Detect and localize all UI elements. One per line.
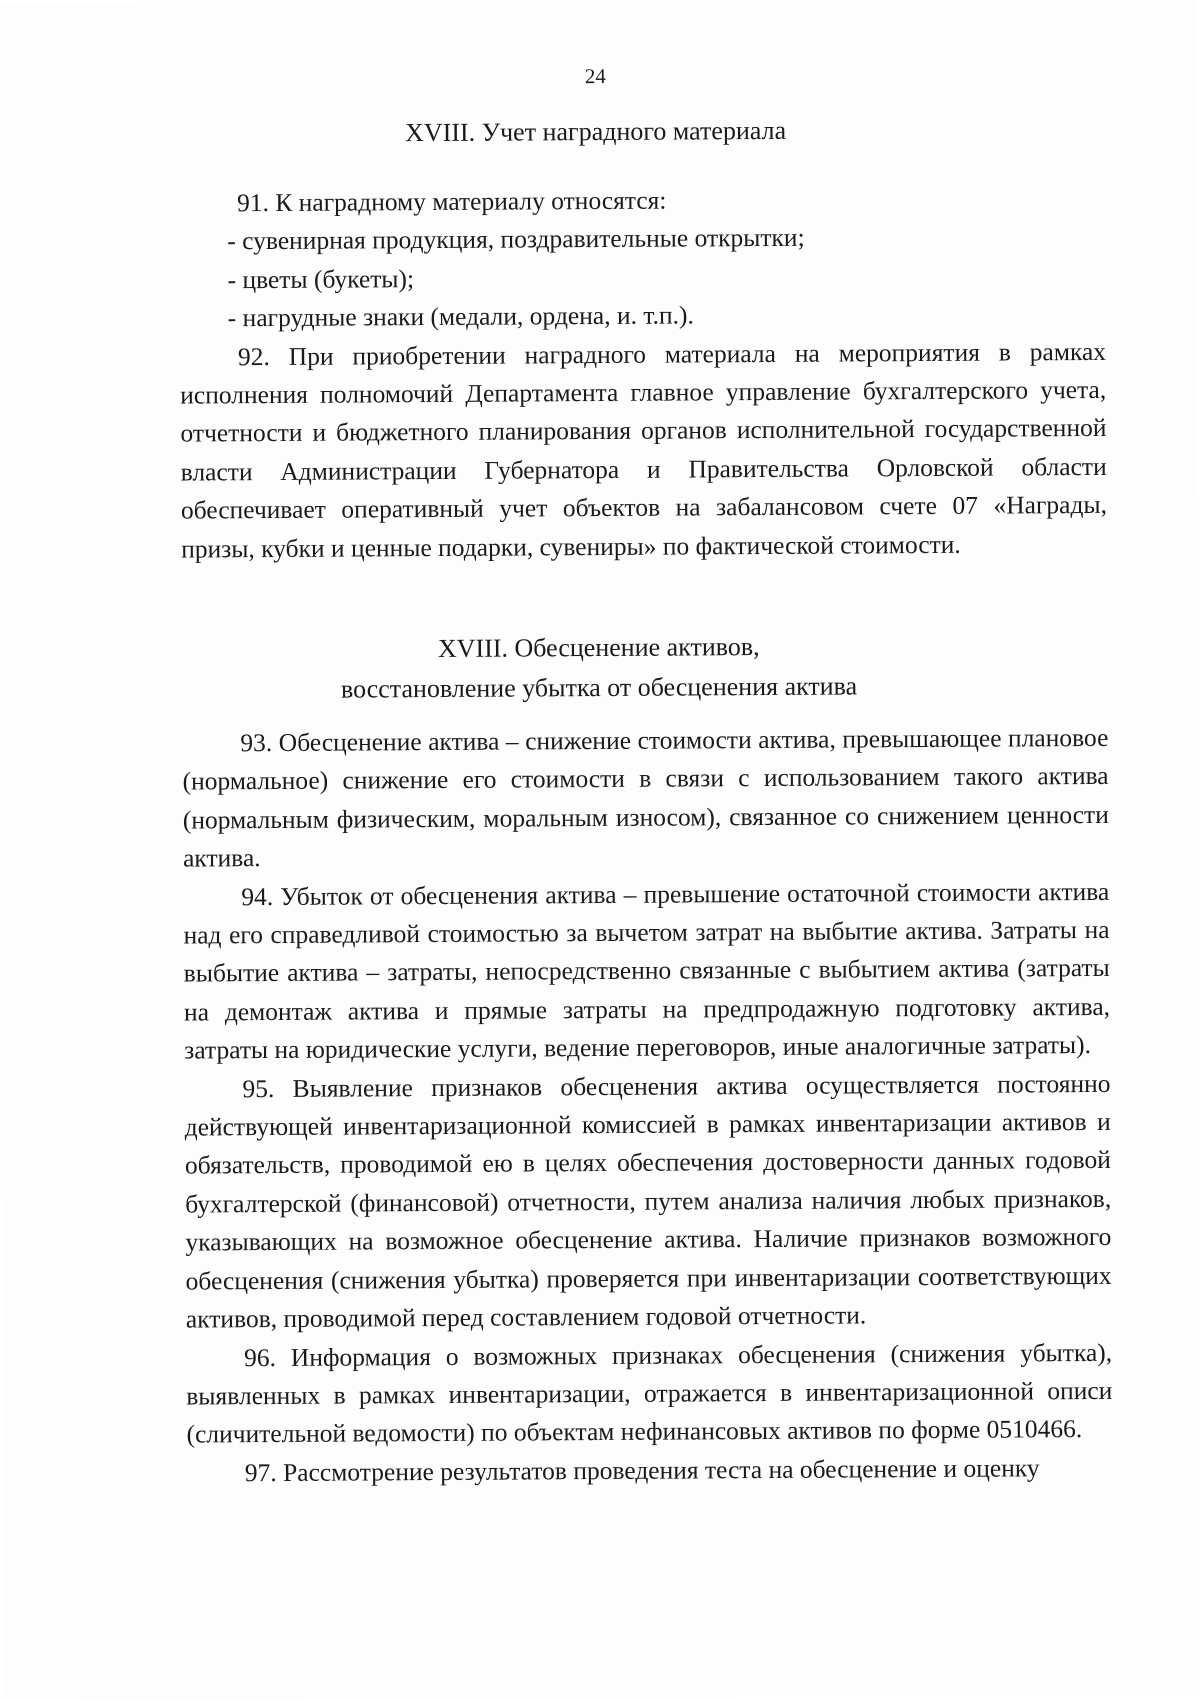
section-body-awards [179,179,1107,569]
paragraph-97: 97. Рассмотрение результатов проведения теста на обесценение и оценку [244,1453,1040,1487]
list-item: - цветы (букеты); [179,256,1105,300]
list-item: - нагрудные знаки (медали, ордена, и. т.п.). [180,294,1106,338]
paragraph-94: 94. Убыток от обесценения актива – превышение остаточной стоимости актива над его справедливой стоимостью за вычетом затрат на выбытие актива. Затраты на выбытие актива – затраты, непосредственно связанные с выбытием актива (затраты на демонтаж актива и прямые затраты на предпродажную подготовку актива, затраты на юридические услуги, ведение переговоров, иные аналогичные затраты). [183,876,1111,1065]
paragraph-95: 95. Выявление признаков обесценения актива осуществляется постоянно действующей инвентаризационной комиссией в рамках инвентаризации активов и обязательств, проводимой ею в целях обеспечения достоверности данных годовой бухгалтерской (финансовой) отчетности, путем анализа наличия любых признаков, указывающих на возможное обесценение актива. Наличие признаков возможного обесценения (снижения убытка) проверяется при инвентаризации соответствующих активов, проводимой перед составлением годовой отчетности. [184,1068,1112,1334]
paragraph-91-intro: 91. К наградному материалу относятся: [236,185,667,218]
list-item: - сувенирная продукция, поздравительные открытки; [179,217,1105,261]
paragraph-92: 92. При приобретении наградного материала на мероприятия в рамках исполнения полномочий Департамента главное управление бухгалтерского учета, отчетности и бюджетного планирования органов исполнительной государственной власти Администрации Губернатора и Правительства Орловской области обеспечивает оперативный учет объектов на забалансовом счете 07 «Награды, призы, кубки и ценные подарки, сувениры» по фактической стоимости. [180,336,1107,564]
section-heading-impairment [0,624,1199,711]
section-heading-impairment-line-1: XVIII. Обесценение активов, [437,632,760,663]
page-number: 24 [584,63,606,89]
paragraph-96: 96. Информация о возможных признаках обесценения (снижения убытка), выявленных в рамках инвентаризации, отражается в инвентаризационной описи (сличительной ведомости) по объектам нефинансовых активов по форме 0510466. [186,1337,1113,1449]
section-heading-impairment-line-2: восстановление убытка от обесценения актива [340,671,858,704]
paragraph-93: 93. Обесценение актива – снижение стоимости актива, превышающее плановое (нормальное) снижение его стоимости в связи с использованием такого актива (нормальным физическим, моральным износом), связанное со снижением ценности актива. [182,722,1109,873]
section-heading-awards: XVIII. Учет наградного материала [405,115,787,148]
section-body-impairment [182,719,1113,1493]
